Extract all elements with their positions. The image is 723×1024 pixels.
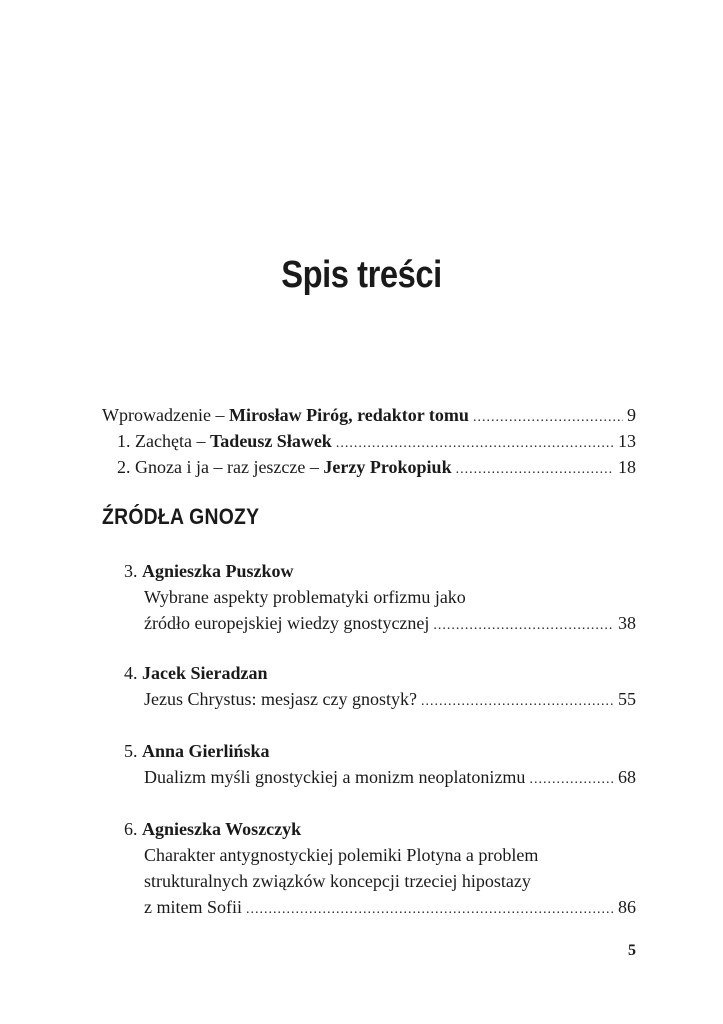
chapter-3-title-last-line [144,610,636,639]
entry-page-number: 38 [618,613,636,633]
chapter-4-author-line [124,660,268,686]
chapter-number: 3. [124,561,138,581]
page-title: Spis treści [281,254,442,296]
chapter-author: Jacek Sieradzan [142,663,268,683]
chapter-5-title-last-line [144,764,636,793]
chapter-title: Jezus Chrystus: mesjasz czy gnostyk? [144,689,417,709]
dot-leader [246,897,614,923]
entry-author: Mirosław Piróg, redaktor tomu [228,405,469,425]
chapter-6-title-line-2: strukturalnych związków koncepcji trzeciej hipostazy [144,871,531,891]
chapter-title: z mitem Sofii [144,897,242,917]
page-number: 5 [628,942,636,959]
entry-page-number: 86 [618,897,636,917]
section-heading: ŹRÓDŁA GNOZY [102,504,260,529]
chapter-author: Agnieszka Puszkow [142,561,294,581]
dot-leader [421,689,614,715]
chapter-title: źródło europejskiej wiedzy gnostycznej [144,613,430,633]
entry-prefix: 1. Zachęta – [117,431,210,451]
toc-entry-2 [117,454,636,483]
chapter-number: 4. [124,663,138,683]
dot-leader [433,613,614,639]
chapter-author: Anna Gierlińska [142,741,270,761]
chapter-author: Agnieszka Woszczyk [142,819,302,839]
entry-prefix: 2. Gnoza i ja – raz jeszcze – [117,457,324,477]
entry-page-number: 9 [627,405,636,425]
chapter-6-author-line [124,816,301,842]
chapter-6-title-line-1: Charakter antygnostyckiej polemiki Plotyna a problem [144,845,539,865]
chapter-number: 5. [124,741,138,761]
dot-leader [529,767,614,793]
chapter-6-title-last-line [144,894,636,923]
entry-page-number: 68 [618,767,636,787]
chapter-3-title-line: Wybrane aspekty problematyki orfizmu jako [144,587,466,607]
chapter-4-title-last-line [144,686,636,715]
chapter-3-author-line [124,558,294,584]
entry-page-number: 18 [618,457,636,477]
chapter-title: Dualizm myśli gnostyckiej a monizm neoplatonizmu [144,767,526,787]
chapter-number: 6. [124,819,138,839]
entry-prefix: Wprowadzenie – [102,405,229,425]
entry-page-number: 13 [618,431,636,451]
entry-author: Jerzy Prokopiuk [323,457,452,477]
dot-leader [456,457,614,483]
toc-entry-1 [117,428,636,457]
entry-author: Tadeusz Sławek [209,431,332,451]
toc-entry-introduction [102,402,636,431]
entry-page-number: 55 [618,689,636,709]
chapter-5-author-line [124,738,270,764]
